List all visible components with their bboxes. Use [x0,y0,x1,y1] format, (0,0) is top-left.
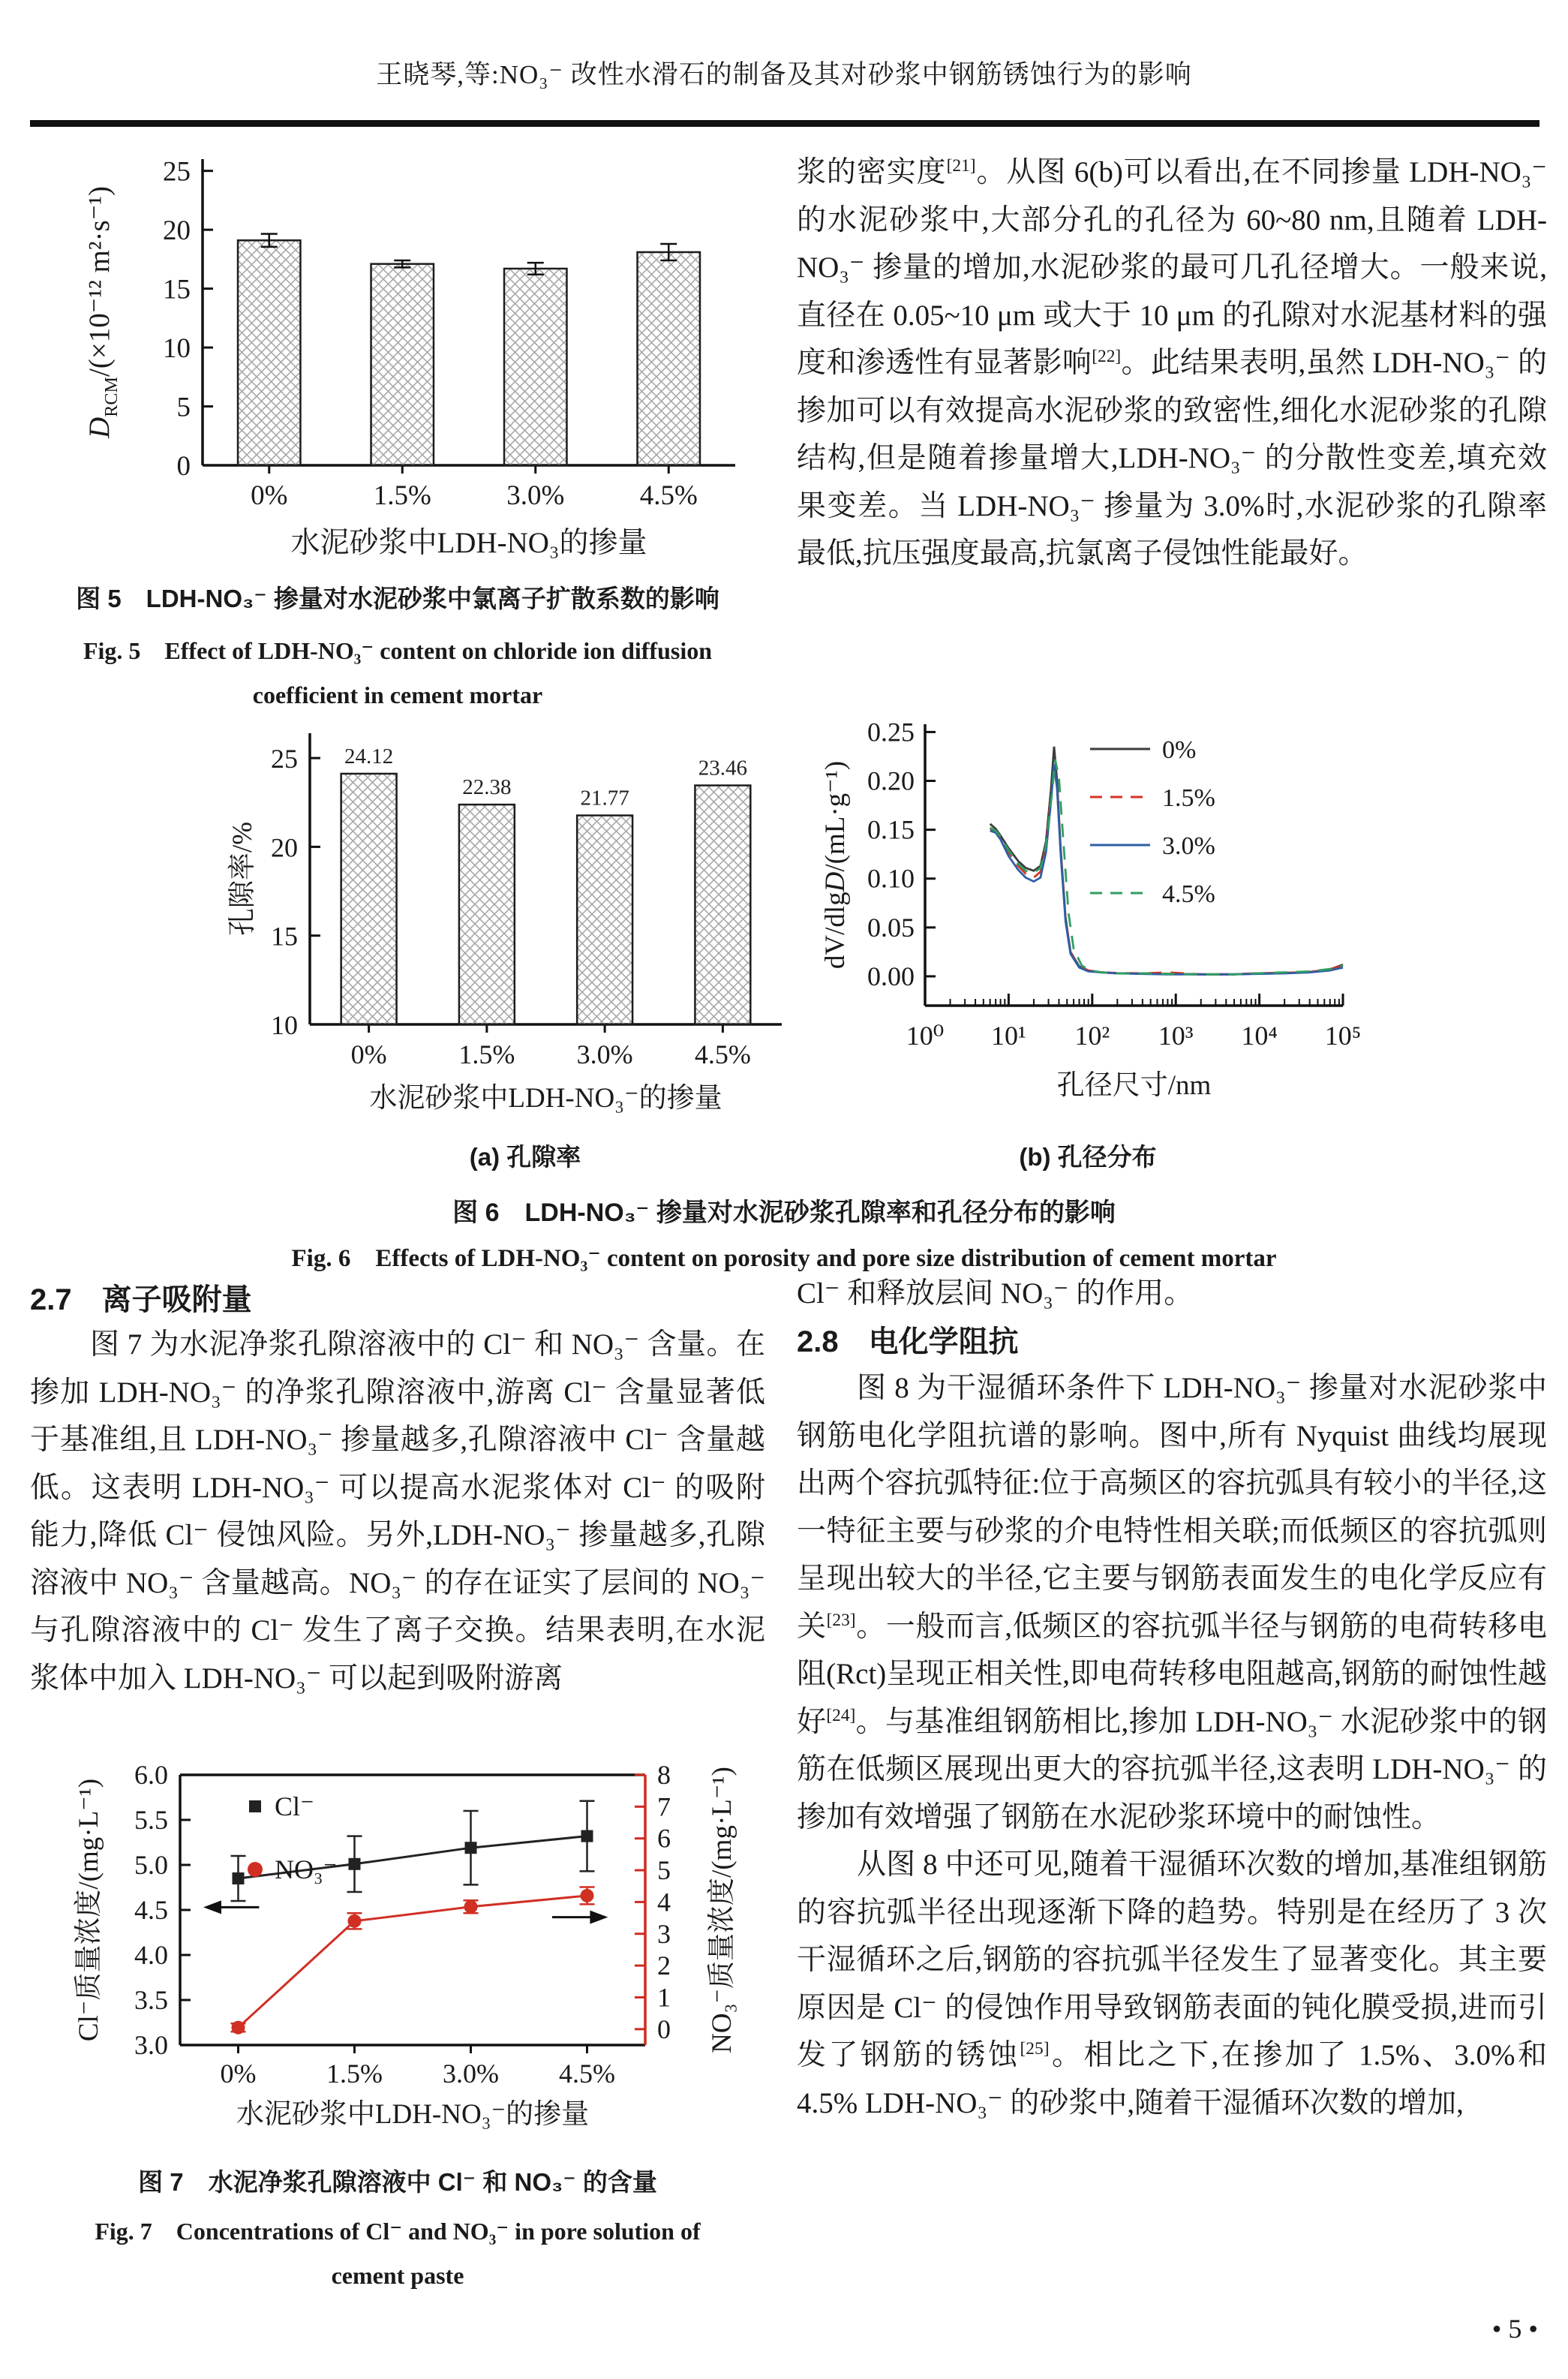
bar-value-label: 23.46 [698,756,747,780]
y-tick-label: 0.10 [867,863,915,894]
y-tick-label: 0.25 [867,717,915,747]
section-2-7-heading: 2.7 离子吸附量 [30,1283,252,1316]
fig6-subcaption-b: (b) 孔径分布 [1019,1143,1157,1171]
left-tick-label: 4.5 [134,1895,168,1925]
marker-circle [232,2021,245,2035]
right-tick-label: 7 [657,1791,671,1822]
legend-label: NO₃⁻ [275,1854,338,1884]
left-tick-label: 3.0 [134,2030,168,2060]
fig5-caption-zh: 图 5 LDH-NO₃⁻ 掺量对水泥砂浆中氯离子扩散系数的影响 [76,585,719,612]
x-axis-label: 水泥砂浆中LDH-NO₃⁻的掺量 [236,2099,590,2130]
marker-circle [581,1889,594,1902]
bar-value-label: 21.77 [580,786,629,811]
section-2-8-paragraphs [797,1364,1547,2127]
right-tick-label: 6 [657,1823,671,1854]
y-tick-label: 5 [176,392,191,423]
fig7-caption-zh: 图 7 水泥净浆孔隙溶液中 Cl⁻ 和 NO₃⁻ 的含量 [138,2168,657,2196]
left-tick-label: 5.5 [134,1805,168,1835]
fig6a-porosity-bar-chart [221,709,803,1126]
left-tick-label: 4.0 [134,1940,168,1970]
fig7-svg [68,1752,758,2131]
fig5-svg [71,143,769,578]
page-header-title: 王晓琴,等:NO₃⁻ 改性水滑石的制备及其对砂浆中钢筋锈蚀行为的影响 [376,60,1192,89]
axis-label: NO₃⁻质量浓度/(mg·L⁻¹) [707,1767,737,2053]
marker-square [581,1830,593,1842]
header-rule [30,120,1539,127]
x-tick-label: 1.5% [326,2059,383,2089]
x-tick-label: 10⁰ [906,1021,945,1051]
legend-label: 0% [1162,736,1197,764]
fig6-caption-zh: 图 6 LDH-NO₃⁻ 掺量对水泥砂浆孔隙率和孔径分布的影响 [452,1199,1116,1227]
legend-label: 1.5% [1162,784,1215,812]
bar-4.5% [695,786,750,1024]
y-tick-label: 25 [163,156,191,188]
x-tick-label: 3.0% [443,2059,499,2089]
fig5-caption-en-line2: coefficient in cement mortar [252,681,543,708]
bar-0% [341,774,397,1024]
section-2-8-heading: 2.8 电化学阻抗 [797,1325,1019,1358]
fig6b-pore-size-line-chart [814,705,1369,1126]
y-tick-label: 10 [163,333,191,365]
legend-marker [249,1800,261,1812]
section-2-7-text: 图 7 为水泥净浆孔隙溶液中的 Cl⁻ 和 NO₃⁻ 含量。在掺加 LDH-NO₃⁻ 的净浆孔隙溶液中,游离 Cl⁻ 含量显著低于基准组,且 LDH-NO₃⁻ 掺量越多,孔隙溶液中 Cl⁻ 含量越低。这表明 LDH-NO₃⁻ 可以提高水泥浆体对 Cl⁻ 的吸附能力,降低 Cl⁻ 侵蚀风险。另外,LDH-NO₃⁻ 掺量越多,孔隙溶液中 NO₃⁻ 含量越高。NO₃⁻ 的存在证实了层间的 NO₃⁻ 与孔隙溶液中的 Cl⁻ 发生了离子交换。结果表明,在水泥浆体中加入 LDH-NO₃⁻ 可以起到吸附游离 [30,1328,765,1695]
x-tick-label: 3.0% [506,480,565,511]
y-tick-label: 0.00 [867,961,915,991]
x-tick-label: 0% [350,1039,387,1069]
bar-1.5% [459,805,515,1024]
y-tick-label: 0 [176,451,191,482]
right-tick-label: 2 [657,1950,671,1981]
fig7-ion-concentration-chart [68,1752,758,2131]
axis-label: $D_{RCM}/(\times 10^{-12}$ m²·s⁻¹) [83,186,122,438]
y-tick-label: 0.15 [867,814,915,845]
y-tick-label: 15 [163,274,191,305]
marker-circle [464,1900,478,1914]
right-tick-label: 8 [657,1760,671,1790]
x-tick-label: 10⁴ [1241,1021,1278,1051]
x-tick-label: 4.5% [639,480,698,511]
marker-square [233,1872,245,1884]
fig6-caption-en: Fig. 6 Effects of LDH-NO₃⁻ content on porosity and pore size distribution of cement mortar [291,1245,1277,1272]
fig6b-svg [814,705,1369,1126]
marker-square [465,1842,477,1854]
fig5-caption-en-line1: Fig. 5 Effect of LDH-NO₃⁻ content on chloride ion diffusion [83,637,713,664]
x-tick-label: 3.0% [576,1039,633,1069]
axis-label: Cl⁻质量浓度/(mg·L⁻¹) [74,1778,104,2042]
legend-label: Cl⁻ [275,1791,315,1821]
section-2-7-paragraph [30,1321,765,1702]
right-tick-label: 4 [657,1887,671,1917]
right-tick-label: 3 [657,1918,671,1949]
bar-0% [238,240,300,465]
fig6a-svg [221,709,803,1126]
right-tick-label: 0 [657,2014,671,2044]
right-tick-label: 1 [657,1982,671,2013]
x-tick-label: 4.5% [694,1039,751,1069]
legend-label: 4.5% [1162,880,1215,908]
fig6-subcaption-a: (a) 孔隙率 [469,1143,581,1171]
left-tick-label: 6.0 [134,1760,168,1790]
axis-label: 孔隙率/% [227,821,258,937]
x-tick-label: 10² [1074,1021,1110,1051]
y-tick-label: 0.20 [867,765,915,796]
section-2-8-text-1: 图 8 为干湿循环条件下 LDH-NO₃⁻ 掺量对水泥砂浆中钢筋电化学阻抗谱的影响。图中,所有 Nyquist 曲线均展现出两个容抗弧特征:位于高频区的容抗弧具有较小的半径,这一特征主要与砂浆的介电特性相关联;而低频区的容抗弧则呈现出较大的半径,它主要与钢筋表面发生的电化学反应有关[23]。一般而言,低频区的容抗弧半径与钢筋的电荷转移电阻(Rct)呈现正相关性,即电荷转移电阻越高,钢筋的耐蚀性越好[24]。与基准组钢筋相比,掺加 LDH-NO₃⁻ 水泥砂浆中的钢筋在低频区展现出更大的容抗弧半径,这表明 LDH-NO₃⁻ 的掺加有效增强了钢筋在水泥砂浆环境中的耐蚀性。 [797,1372,1547,1833]
x-tick-label: 1.5% [373,480,431,511]
y-tick-label: 0.05 [867,912,915,943]
x-axis-label: 水泥砂浆中LDH-NO₃的掺量 [290,527,647,559]
x-axis-label: 孔径尺寸/nm [1056,1070,1212,1101]
fig5-bar-chart [71,143,769,578]
x-tick-label: 10⁵ [1324,1021,1362,1051]
y-tick-label: 20 [271,832,298,863]
marker-square [349,1858,361,1870]
left-tick-label: 5.0 [134,1850,168,1880]
x-tick-label: 10¹ [991,1021,1026,1051]
section-2-8-text-2: 从图 8 中还可见,随着干湿循环次数的增加,基准组钢筋的容抗弧半径出现逐渐下降的趋势。特别是在经历了 3 次干湿循环之后,钢筋的容抗弧半径发生了显著变化。其主要原因是 Cl⁻ 的侵蚀作用导致钢筋表面的钝化膜受损,进而引发了钢筋的锈蚀[25]。相比之下,在掺加了 1.5%、3.0%和 4.5% LDH-NO₃⁻ 的砂浆中,随着干湿循环次数的增加, [797,1848,1547,2119]
y-tick-label: 10 [271,1010,298,1040]
x-tick-label: 10³ [1158,1021,1194,1051]
y-tick-label: 20 [163,215,191,247]
fig7-caption-en-line1: Fig. 7 Concentrations of Cl⁻ and NO₃⁻ in pore solution of [95,2218,701,2245]
page-number: • 5 • [1491,2314,1538,2344]
right-paragraph-2-lead: Cl⁻ 和释放层间 NO₃⁻ 的作用。 [797,1277,1194,1310]
bar-value-label: 22.38 [462,775,512,800]
bar-4.5% [638,252,700,465]
marker-circle [348,1914,362,1928]
y-tick-label: 25 [271,744,298,774]
x-tick-label: 4.5% [559,2059,615,2089]
bar-1.5% [371,264,434,465]
x-tick-label: 1.5% [458,1039,515,1069]
bar-3.0% [504,269,566,465]
right-tick-label: 5 [657,1855,671,1886]
left-tick-label: 3.5 [134,1985,168,2015]
right-paragraph-1: 浆的密实度[21]。从图 6(b)可以看出,在不同掺量 LDH-NO₃⁻ 的水泥砂浆中,大部分孔的孔径为 60~80 nm,且随着 LDH-NO₃⁻ 掺量的增加,水泥砂浆的最可几孔径增大。一般来说,直径在 0.05~10 μm 或大于 10 μm 的孔隙对水泥基材料的强度和渗透性有显著影响[22]。此结果表明,虽然 LDH-NO₃⁻ 的掺加可以有效提高水泥砂浆的致密性,细化水泥砂浆的孔隙结构,但是随着掺量增大,LDH-NO₃⁻ 的分散性变差,填充效果变差。当 LDH-NO₃⁻ 掺量为 3.0%时,水泥砂浆的孔隙率最低,抗压强度最高,抗氯离子侵蚀性能最好。 [797,156,1547,570]
fig7-caption-en-line2: cement paste [331,2262,464,2289]
legend-marker [248,1862,263,1877]
x-tick-label: 0% [251,480,288,511]
y-tick-label: 15 [271,921,298,952]
bar-value-label: 24.12 [344,744,394,768]
legend-label: 3.0% [1162,832,1215,860]
axis-label: dV/dlgD/(mL·g⁻¹) [820,760,851,970]
bar-3.0% [577,816,632,1024]
series-NO₃⁻ [239,1896,587,2028]
x-axis-label: 水泥砂浆中LDH-NO₃⁻的掺量 [369,1083,722,1114]
x-tick-label: 0% [220,2059,257,2089]
